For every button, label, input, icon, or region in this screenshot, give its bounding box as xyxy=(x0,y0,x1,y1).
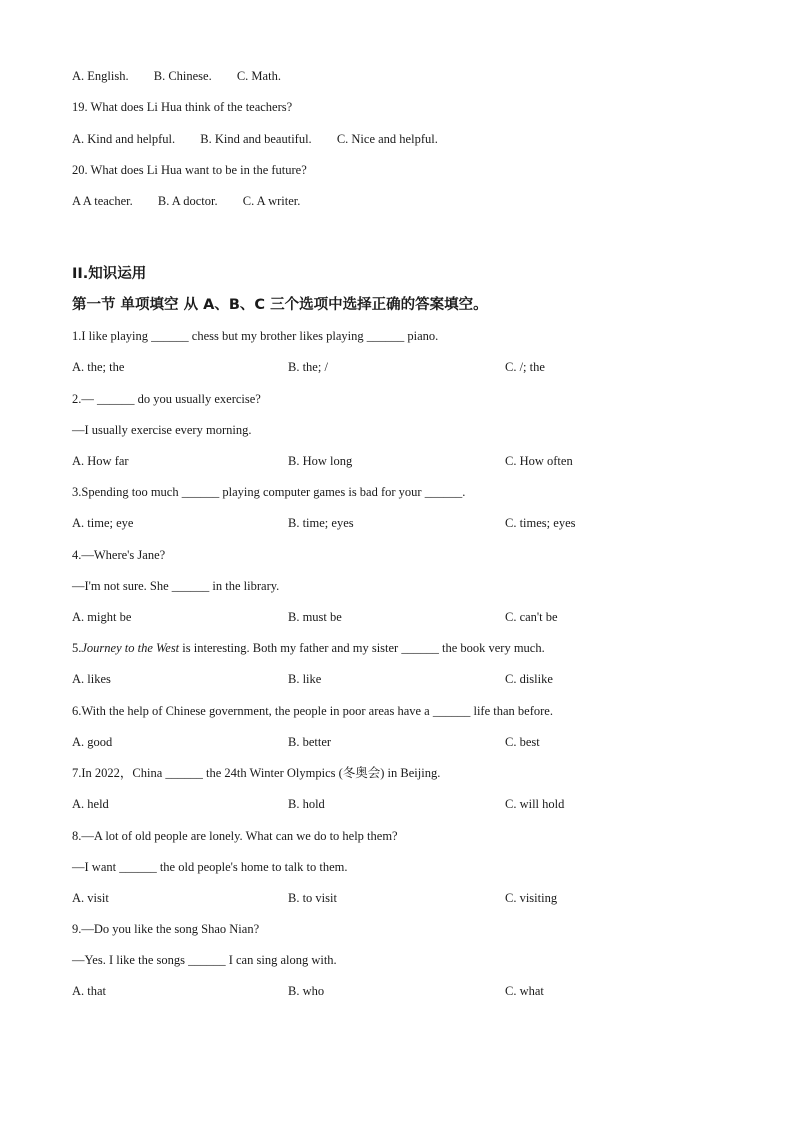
q8-answer-line: —I want ______ the old people's home to talk to them. xyxy=(72,860,348,874)
q18-option-a: A. English. xyxy=(72,69,129,83)
q19-option-a: A. Kind and helpful. xyxy=(72,132,176,146)
q2-option-b: B. How long xyxy=(288,454,353,468)
q1-option-c: C. /; the xyxy=(505,360,545,374)
q1-option-a: A. the; the xyxy=(72,360,125,374)
q7-option-b: B. hold xyxy=(288,797,325,811)
q5-sentence: is interesting. Both my father and my sister ______ the book very much. xyxy=(179,641,545,655)
q4-option-c: C. can't be xyxy=(505,610,558,624)
q2-option-a: A. How far xyxy=(72,454,129,468)
q5-option-c: C. dislike xyxy=(505,672,553,686)
q19-option-c: C. Nice and helpful. xyxy=(336,132,438,146)
q18-option-c: C. Math. xyxy=(236,69,281,83)
q2-answer-line: —I usually exercise every morning. xyxy=(72,423,252,437)
q8-option-b: B. to visit xyxy=(288,891,337,905)
q9-option-c: C. what xyxy=(505,984,544,998)
q3-option-a: A. time; eye xyxy=(72,516,134,530)
q8-option-c: C. visiting xyxy=(505,891,558,905)
q19-text: 19. What does Li Hua think of the teachers? xyxy=(72,100,293,114)
q1-option-b: B. the; / xyxy=(288,360,328,374)
q1-text: 1.I like playing ______ chess but my brother likes playing ______ piano. xyxy=(72,329,439,343)
q4-option-a: A. might be xyxy=(72,610,132,624)
section-subtitle: 第一节 单项填空 从 A、B、C 三个选项中选择正确的答案填空。 xyxy=(72,297,488,313)
q6-option-c: C. best xyxy=(505,735,540,749)
q5-number: 5. xyxy=(72,641,82,655)
q18-option-b: B. Chinese. xyxy=(153,69,212,83)
q6-text: 6.With the help of Chinese government, the people in poor areas have a ______ life than before. xyxy=(72,704,553,718)
q4-text: 4.—Where's Jane? xyxy=(72,548,166,562)
q18-options xyxy=(72,68,303,84)
q9-text: 9.—Do you like the song Shao Nian? xyxy=(72,922,260,936)
q2-option-c: C. How often xyxy=(505,454,573,468)
q8-text: 8.—A lot of old people are lonely. What can we do to help them? xyxy=(72,829,398,843)
q6-option-a: A. good xyxy=(72,735,113,749)
q9-answer-line: —Yes. I like the songs ______ I can sing along with. xyxy=(72,953,337,967)
q2-text: 2.— ______ do you usually exercise? xyxy=(72,392,261,406)
q3-option-c: C. times; eyes xyxy=(505,516,576,530)
q19-option-b: B. Kind and beautiful. xyxy=(200,132,312,146)
q20-text: 20. What does Li Hua want to be in the future? xyxy=(72,163,307,177)
q7-option-a: A. held xyxy=(72,797,109,811)
q9-option-a: A. that xyxy=(72,984,107,998)
q20-option-a: A A teacher. xyxy=(72,194,133,208)
q8-option-a: A. visit xyxy=(72,891,109,905)
q20-option-c: C. A writer. xyxy=(242,194,301,208)
q4-option-b: B. must be xyxy=(288,610,342,624)
q9-option-b: B. who xyxy=(288,984,325,998)
q5-text xyxy=(72,640,545,656)
q6-option-b: B. better xyxy=(288,735,332,749)
q3-option-b: B. time; eyes xyxy=(288,516,354,530)
q5-option-b: B. like xyxy=(288,672,322,686)
section-title: II.知识运用 xyxy=(72,266,147,282)
q3-text: 3.Spending too much ______ playing computer games is bad for your ______. xyxy=(72,485,466,499)
q20-option-b: B. A doctor. xyxy=(157,194,218,208)
q7-option-c: C. will hold xyxy=(505,797,565,811)
q20-options xyxy=(72,193,322,209)
q7-text: 7.In 2022，China ______ the 24th Winter Olympics (冬奥会) in Beijing. xyxy=(72,766,441,780)
q5-option-a: A. likes xyxy=(72,672,111,686)
q19-options xyxy=(72,131,460,147)
q4-answer-line: —I'm not sure. She ______ in the library. xyxy=(72,579,280,593)
q5-book-title: Journey to the West xyxy=(81,641,180,655)
